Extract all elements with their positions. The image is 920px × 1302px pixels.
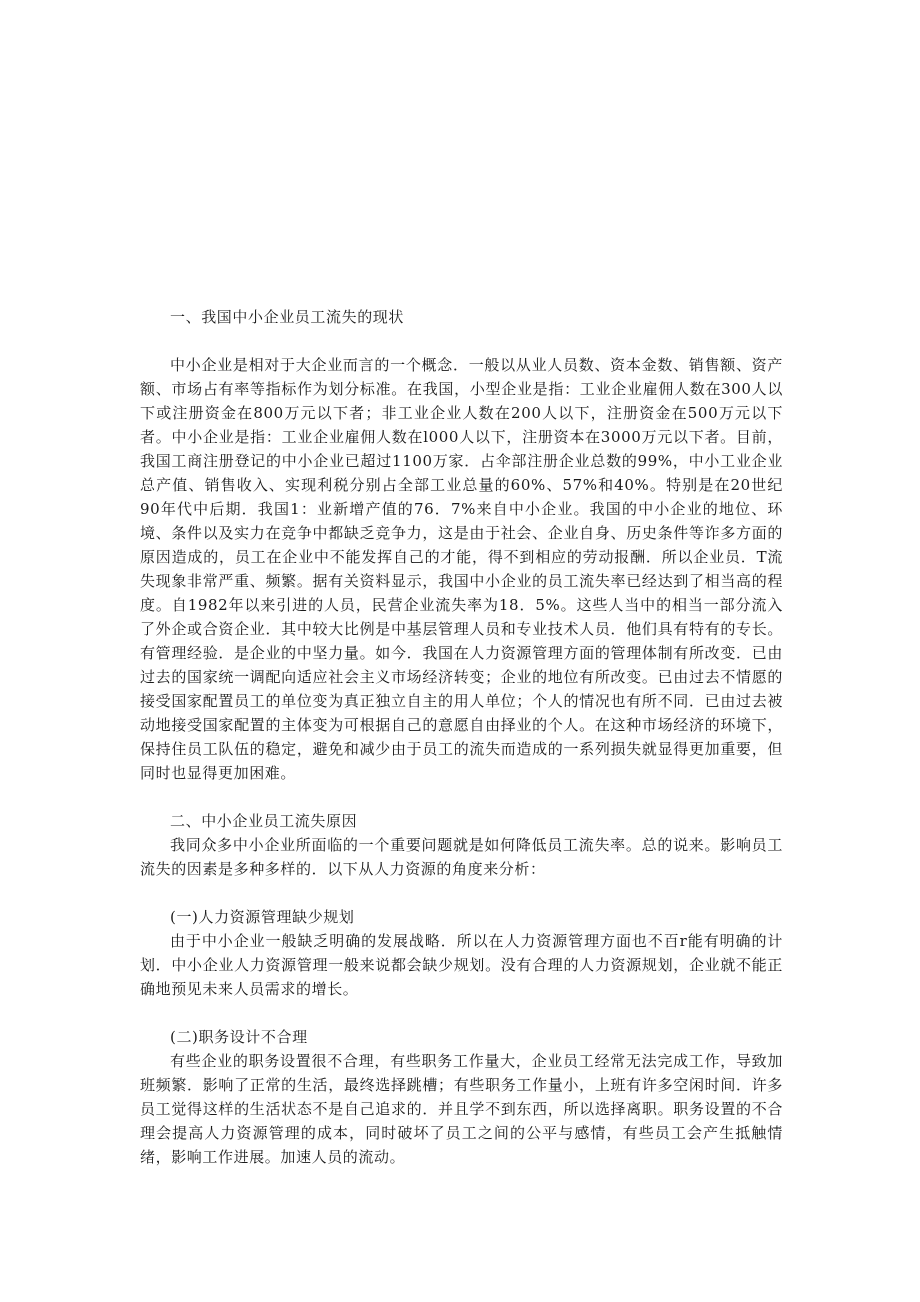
document-body xyxy=(140,305,783,1169)
subsection-heading-2: (二)职务设计不合理 xyxy=(170,1028,308,1046)
section-heading-1: 一、我国中小企业员工流失的现状 xyxy=(170,308,405,326)
section-heading-2: 二、中小企业员工流失原因 xyxy=(170,812,358,830)
section-paragraph-2: 我同众多中小企业所面临的一个重要问题就是如何降低员工流失率。总的说来。影响员工流失的因素是多种多样的．以下从人力资源的角度来分析： xyxy=(140,836,783,878)
subsection-paragraph-1: 由于中小企业一般缺乏明确的发展战略．所以在人力资源管理方面也不百r能有明确的计划．中小企业人力资源管理一般来说都会缺少规划。没有合理的人力资源规划，企业就不能正确地预见未来人员需求的增长。 xyxy=(140,932,783,998)
section-paragraph-1: 中小企业是相对于大企业而言的一个概念．一般以从业人员数、资本金数、销售额、资产额、市场占有率等指标作为划分标准。在我国，小型企业是指：工业企业雇佣人数在300人以下或注册资金在800万元以下者；非工业企业人数在200人以下，注册资金在500万元以下者。中小企业是指：工业企业雇佣人数在l000人以下，注册资本在3000万元以下者。目前，我国工商注册登记的中小企业已超过1100万家．占伞部注册企业总数的99%，中小工业企业总产值、销售收入、实现利税分别占全部工业总量的60%、57%和40%。特别是在20世纪90年代中后期．我国1：业新增产值的76．7%来自中小企业。我国的中小企业的地位、环境、条件以及实力在竞争中都缺乏竞争力，这是由于社会、企业自身、历史条件等诈多方面的原因造成的，员工在企业中不能发挥自己的才能，得不到相应的劳动报酬．所以企业员．T流失现象非常严重、频繁。据有关资料显示，我国中小企业的员工流失率已经达到了相当高的程度。自1982年以来引进的人员，民营企业流失率为18．5%。这些人当中的相当一部分流入了外企或合资企业．其中较大比例是中基层管理人员和专业技术人员．他们具有特有的专长。有管理经验．是企业的中坚力量。如今．我国在人力资源管理方面的管理体制有所改变．已由过去的国家统一调配向适应社会主义市场经济转变；企业的地位有所改变。已由过去不情愿的接受国家配置员工的单位变为真正独立自主的用人单位；个人的情况也有所不同．已由过去被动地接受国家配置的主体变为可根据自己的意愿自由择业的个人。在这种市场经济的环境下，保持住员工队伍的稳定，避免和减少由于员工的流失而造成的一系列损失就显得更加重要，但同时也显得更加困难。 xyxy=(140,356,783,782)
subsection-paragraph-2: 有些企业的职务设置很不合理，有些职务工作量大，企业员工经常无法完成工作，导致加班频繁．影响了正常的生活，最终选择跳槽；有些职务工作量小，上班有许多空闲时间．许多员工觉得这样的生活状态不是自己追求的．并且学不到东西，所以选择离职。职务设置的不合理会提高人力资源管理的成本，同时破坏了员工之间的公平与感情，有些员工会产生抵触情绪，影响工作进展。加速人员的流动。 xyxy=(140,1052,783,1166)
subsection-heading-1: (一)人力资源管理缺少规划 xyxy=(170,908,355,926)
